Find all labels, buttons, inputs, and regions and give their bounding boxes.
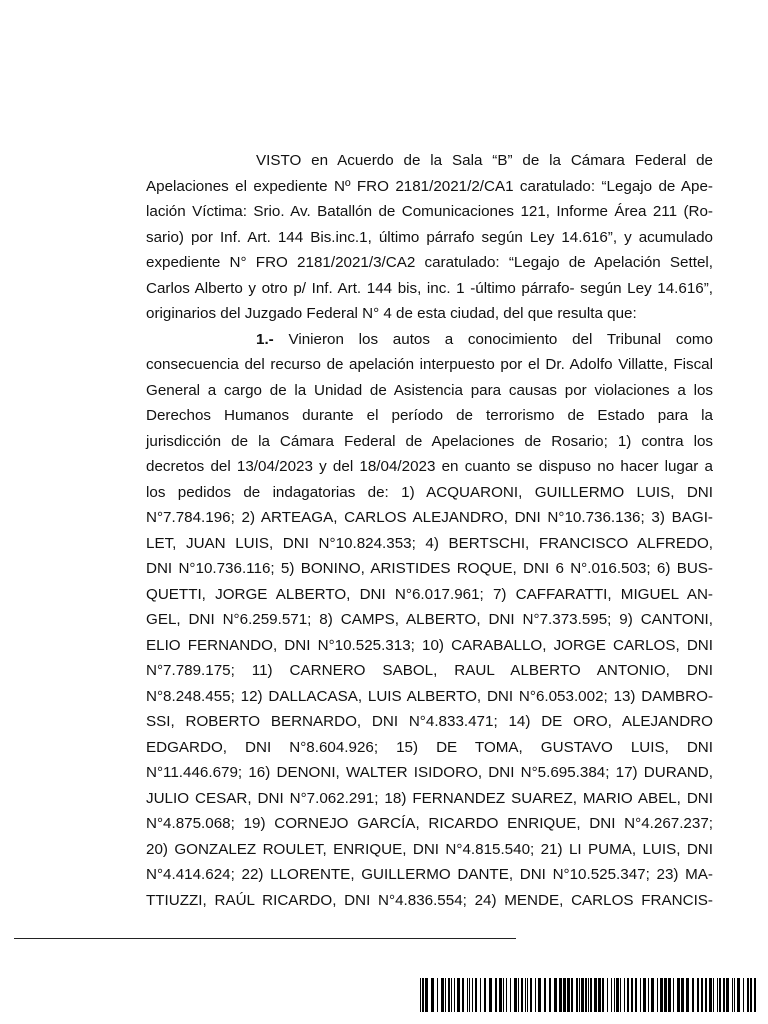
barcode-bar: [457, 978, 460, 1012]
line-text: N°7.789.175; 11) CARNERO SABOL, RAUL ALBERTO ANTONIO, DNI: [146, 662, 713, 679]
line-text: SSI, ROBERTO BERNARDO, DNI N°4.833.471; 14) DE ORO, ALEJANDRO: [146, 713, 713, 730]
text-line: [146, 658, 713, 683]
text-line: [146, 607, 713, 632]
barcode-bar: [713, 978, 714, 1012]
barcode-bar: [538, 978, 541, 1012]
text-line: [146, 505, 713, 530]
barcode-bar: [527, 978, 528, 1012]
barcode-bar: [616, 978, 619, 1012]
text-line: [146, 556, 713, 581]
text-line: [146, 837, 713, 862]
line-text: consecuencia del recurso de apelación interpuesto por el Dr. Adolfo Villatte, Fiscal: [146, 356, 713, 373]
barcode-bar: [451, 978, 452, 1012]
barcode-bar: [750, 978, 752, 1012]
line-text: N°4.414.624; 22) LLORENTE, GUILLERMO DANTE, DNI N°10.525.347; 23) MA-: [146, 866, 713, 883]
barcode-bar: [717, 978, 718, 1012]
text-line: [146, 276, 713, 301]
barcode-bar: [607, 978, 608, 1012]
barcode-bar: [754, 978, 756, 1012]
line-text: N°11.446.679; 16) DENONI, WALTER ISIDORO, DNI N°5.695.384; 17) DURAND,: [146, 764, 713, 781]
line-text: QUETTI, JORGE ALBERTO, DNI N°6.017.961; 7) CAFFARATTI, MIGUEL AN-: [146, 585, 713, 603]
line-text: jurisdicción de la Cámara Federal de Apelaciones de Rosario; 1) contra los: [146, 432, 713, 450]
footer-divider: [14, 938, 516, 939]
line-text: N°8.248.455; 12) DALLACASA, LUIS ALBERTO, DNI N°6.053.002; 13) DAMBRO-: [146, 687, 713, 705]
barcode-bar: [614, 978, 615, 1012]
line-text: originarios del Juzgado Federal N° 4 de esta ciudad, del que resulta que:: [146, 305, 637, 322]
barcode-bar: [737, 978, 740, 1012]
text-line: [146, 199, 713, 224]
barcode-bar: [579, 978, 580, 1012]
barcode-bar: [495, 978, 497, 1012]
barcode-bar: [499, 978, 502, 1012]
barcode-bar: [567, 978, 570, 1012]
barcode-bar: [709, 978, 712, 1012]
barcode-bar: [441, 978, 444, 1012]
barcode-bar: [525, 978, 526, 1012]
barcode-bar: [514, 978, 517, 1012]
text-line: [146, 786, 713, 811]
barcode-bar: [657, 978, 658, 1012]
barcode-bar: [734, 978, 735, 1012]
barcode-bar: [668, 978, 671, 1012]
text-line: [256, 148, 713, 173]
barcode-bar: [510, 978, 511, 1012]
barcode-bar: [588, 978, 589, 1012]
line-text: decretos del 13/04/2023 y del 18/04/2023 en cuanto se dispuso no hacer lugar a: [146, 458, 713, 475]
text-line: [146, 709, 713, 734]
line-text: los pedidos de indagatorias de: 1) ACQUARONI, GUILLERMO LUIS, DNI: [146, 483, 713, 501]
line-text: N°7.784.196; 2) ARTEAGA, CARLOS ALEJANDRO, DNI N°10.736.136; 3) BAGI-: [146, 509, 713, 526]
line-text: Apelaciones el expediente Nº FRO 2181/2021/2/CA1 caratulado: “Legajo de Ape-: [146, 177, 713, 195]
barcode-bar: [554, 978, 557, 1012]
barcode-bar: [472, 978, 473, 1012]
barcode-bar: [664, 978, 667, 1012]
barcode-bar: [635, 978, 637, 1012]
text-line: [146, 531, 713, 556]
barcode-bar: [681, 978, 684, 1012]
text-line: [146, 760, 713, 785]
line-text: GEL, DNI N°6.259.571; 8) CAMPS, ALBERTO, DNI N°7.373.595; 9) CANTONI,: [146, 611, 713, 628]
line-text: ELIO FERNANDO, DNI N°10.525.313; 10) CARABALLO, JORGE CARLOS, DNI: [146, 636, 713, 654]
text-line: [146, 301, 713, 326]
text-line: [146, 174, 713, 199]
barcode-bar: [480, 978, 481, 1012]
text-line: [146, 888, 713, 913]
barcode-bar: [673, 978, 674, 1012]
barcode-bar: [732, 978, 733, 1012]
barcode-bar: [692, 978, 694, 1012]
barcode-bar: [544, 978, 546, 1012]
barcode-bar: [445, 978, 446, 1012]
barcode-bar: [701, 978, 703, 1012]
text-line: [146, 684, 713, 709]
text-line: [146, 480, 713, 505]
barcode-bar: [422, 978, 424, 1012]
barcode-bar: [643, 978, 646, 1012]
text-line: [146, 250, 713, 275]
barcode-bar: [747, 978, 749, 1012]
barcode-bar: [420, 978, 421, 1012]
barcode-bar: [660, 978, 663, 1012]
barcode-bar: [697, 978, 699, 1012]
text-line: [146, 378, 713, 403]
barcode-bar: [549, 978, 551, 1012]
barcode-icon: [420, 978, 760, 1012]
barcode-bar: [475, 978, 477, 1012]
line-text: TTIUZZI, RAÚL RICARDO, DNI N°4.836.554; 24) MENDE, CARLOS FRANCIS-: [146, 891, 713, 909]
barcode-bar: [469, 978, 470, 1012]
text-line: [146, 429, 713, 454]
barcode-bar: [521, 978, 523, 1012]
barcode-bar: [454, 978, 455, 1012]
barcode-bar: [620, 978, 621, 1012]
barcode-bar: [448, 978, 450, 1012]
barcode-bar: [462, 978, 464, 1012]
barcode-bar: [640, 978, 641, 1012]
line-text: DNI N°10.736.116; 5) BONINO, ARISTIDES ROQUE, DNI 6 N°.016.503; 6) BUS-: [146, 560, 713, 577]
barcode-bar: [602, 978, 604, 1012]
line-text: Vinieron los autos a conocimiento del Tribunal como: [273, 330, 713, 348]
barcode-bar: [648, 978, 649, 1012]
section-number: 1.-: [256, 330, 274, 348]
line-text: JULIO CESAR, DNI N°7.062.291; 18) FERNANDEZ SUAREZ, MARIO ABEL, DNI: [146, 789, 713, 807]
text-line: [256, 327, 713, 352]
barcode-bar: [559, 978, 562, 1012]
line-text: sario) por Inf. Art. 144 Bis.inc.1, último párrafo según Ley 14.616”, y acumulado: [146, 228, 713, 246]
barcode-bar: [431, 978, 434, 1012]
barcode-bar: [627, 978, 629, 1012]
line-text: VISTO en Acuerdo de la Sala “B” de la Cámara Federal de: [256, 152, 713, 169]
barcode-bar: [719, 978, 721, 1012]
text-line: [146, 633, 713, 658]
text-line: [146, 862, 713, 887]
barcode-bar: [425, 978, 428, 1012]
line-text: General a cargo de la Unidad de Asistencia para causas por violaciones a los: [146, 381, 713, 399]
barcode-bar: [506, 978, 507, 1012]
barcode-bar: [576, 978, 578, 1012]
text-line: [146, 582, 713, 607]
text-line: [146, 735, 713, 760]
line-text: expediente N° FRO 2181/2021/3/CA2 caratulado: “Legajo de Apelación Settel,: [146, 254, 713, 271]
barcode-bar: [743, 978, 744, 1012]
line-text: lación Víctima: Srio. Av. Batallón de Comunicaciones 121, Informe Área 211 (Ro-: [146, 203, 713, 220]
barcode-bar: [503, 978, 504, 1012]
barcode-bar: [677, 978, 680, 1012]
barcode-bar: [611, 978, 612, 1012]
barcode-bar: [585, 978, 587, 1012]
text-line: [146, 811, 713, 836]
barcode-bar: [530, 978, 532, 1012]
barcode-bar: [535, 978, 536, 1012]
line-text: Carlos Alberto y otro p/ Inf. Art. 144 bis, inc. 1 -último párrafo- según Ley 14.616”,: [146, 279, 713, 297]
text-line: [146, 225, 713, 250]
barcode-bar: [518, 978, 519, 1012]
barcode-bar: [651, 978, 654, 1012]
barcode-bar: [631, 978, 633, 1012]
line-text: 20) GONZALEZ ROULET, ENRIQUE, DNI N°4.815.540; 21) LI PUMA, LUIS, DNI: [146, 840, 713, 858]
barcode-bar: [437, 978, 438, 1012]
barcode-bar: [571, 978, 573, 1012]
barcode-bar: [624, 978, 625, 1012]
barcode-bar: [598, 978, 601, 1012]
barcode-bar: [594, 978, 597, 1012]
barcode-bar: [489, 978, 492, 1012]
barcode-bar: [484, 978, 486, 1012]
line-text: LET, JUAN LUIS, DNI N°10.824.353; 4) BERTSCHI, FRANCISCO ALFREDO,: [146, 534, 713, 552]
text-line: [146, 454, 713, 479]
line-text: N°4.875.068; 19) CORNEJO GARCÍA, RICARDO ENRIQUE, DNI N°4.267.237;: [146, 815, 713, 832]
barcode-bar: [563, 978, 566, 1012]
line-text: Derechos Humanos durante el período de terrorismo de Estado para la: [146, 407, 713, 424]
barcode-bar: [581, 978, 584, 1012]
barcode-bar: [686, 978, 689, 1012]
barcode-bar: [705, 978, 707, 1012]
text-line: [146, 403, 713, 428]
line-text: EDGARDO, DNI N°8.604.926; 15) DE TOMA, GUSTAVO LUIS, DNI: [146, 738, 713, 756]
barcode-bar: [726, 978, 729, 1012]
barcode-bar: [590, 978, 592, 1012]
barcode-bar: [723, 978, 725, 1012]
text-line: [146, 352, 713, 377]
barcode-bar: [467, 978, 468, 1012]
